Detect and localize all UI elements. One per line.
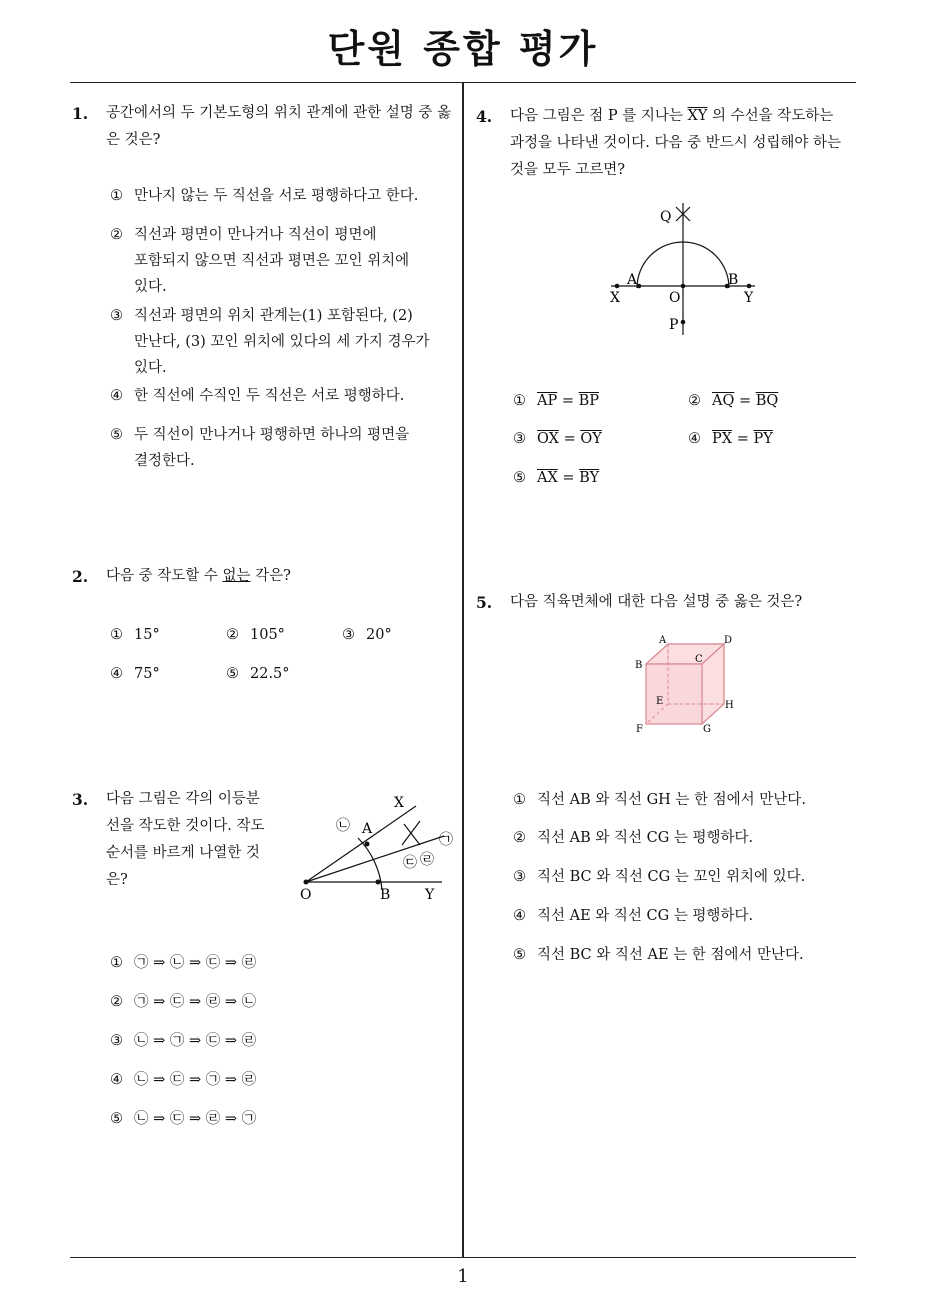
line-symbol: $\overline{XY}$	[687, 108, 708, 124]
perpendicular-figure	[605, 203, 765, 338]
cross-mark	[402, 821, 420, 845]
label-b: B	[728, 272, 739, 288]
vertex-f: F	[636, 724, 643, 735]
vertex-e: E	[656, 696, 664, 707]
column-divider	[462, 82, 464, 1258]
cuboid-front-face	[646, 664, 702, 724]
vertex-d: D	[724, 635, 733, 646]
q2-option-1[interactable]: ① 15°	[110, 627, 160, 643]
point-x	[615, 284, 620, 289]
q5-option-3[interactable]: ③ 직선 BC 와 직선 CG 는 꼬인 위치에 있다.	[513, 869, 806, 885]
q3-option-3[interactable]: ③ ㉡ ⇒ ㉠ ⇒ ㉢ ⇒ ㉣	[110, 1033, 257, 1049]
q2-option-2[interactable]: ② 105°	[226, 627, 285, 643]
q4-option-4[interactable]: ④ $\overline{PX} = \overline{PY}$	[688, 431, 773, 447]
q3-option-1[interactable]: ① ㉠ ⇒ ㉡ ⇒ ㉢ ⇒ ㉣	[110, 955, 257, 971]
angle-bisector-figure	[296, 790, 462, 905]
point-o	[304, 880, 309, 885]
label-y: Y	[425, 887, 435, 903]
vertex-g: G	[703, 724, 711, 735]
page-title: 단원 종합 평가	[327, 27, 599, 71]
cuboid-figure	[628, 632, 738, 737]
q2-option-4[interactable]: ④ 75°	[110, 666, 160, 682]
q5-option-5[interactable]: ⑤ 직선 BC 와 직선 AE 는 한 점에서 만난다.	[513, 947, 804, 963]
label-p: P	[669, 317, 679, 333]
question-number: 4.	[476, 107, 493, 126]
q2-option-5[interactable]: ⑤ 22.5°	[226, 666, 290, 682]
vertex-b: B	[635, 660, 643, 671]
label-step-4: ㉣	[420, 852, 434, 868]
q5-option-1[interactable]: ① 직선 AB 와 직선 GH 는 한 점에서 만난다.	[513, 792, 806, 808]
label-b: B	[380, 887, 391, 903]
page-number: 1	[457, 1266, 469, 1287]
q2-option-3[interactable]: ③ 20°	[342, 627, 392, 643]
q3-option-4[interactable]: ④ ㉡ ⇒ ㉢ ⇒ ㉠ ⇒ ㉣	[110, 1072, 257, 1088]
q5-option-2[interactable]: ② 직선 AB 와 직선 CG 는 평행하다.	[513, 830, 754, 846]
q1-option-1[interactable]: ① 만나지 않는 두 직선을 서로 평행하다고 한다.	[110, 188, 419, 204]
question-3	[72, 786, 292, 894]
label-o: O	[300, 887, 312, 903]
q3-option-5[interactable]: ⑤ ㉡ ⇒ ㉢ ⇒ ㉣ ⇒ ㉠	[110, 1111, 257, 1127]
label-a: A	[362, 821, 373, 837]
point-y	[747, 284, 752, 289]
q4-option-5[interactable]: ⑤ $\overline{AX} = \overline{BY}$	[513, 470, 600, 486]
vertex-a: A	[659, 635, 667, 646]
label-o: O	[669, 290, 681, 306]
q4-option-3[interactable]: ③ $\overline{OX} = \overline{OY}$	[513, 431, 602, 447]
question-text: 다음 그림은 점 P 를 지나는 $\overline{XY}$ 의 수선을 작도하는 과정을 나타낸 것이다. 다음 중 반드시 성립해야 하는 것을 모두 고르면?	[510, 108, 842, 178]
question-number: 1.	[72, 104, 89, 123]
label-q: Q	[660, 209, 672, 225]
label-x: X	[610, 290, 620, 306]
q1-option-2[interactable]: ② 직선과 평면이 만나거나 직선이 평면에 포함되지 않으면 직선과 평면은 꼬인 위치에 있다.	[110, 227, 410, 295]
bottom-rule	[70, 1257, 856, 1258]
question-text: 다음 중 작도할 수 없는 각은?	[106, 568, 291, 584]
ray-ox	[306, 806, 416, 882]
point-p	[681, 320, 686, 325]
q3-option-2[interactable]: ② ㉠ ⇒ ㉢ ⇒ ㉣ ⇒ ㉡	[110, 994, 257, 1010]
label-step-1: ㉠	[439, 832, 453, 848]
question-text: 다음 직육면체에 대한 다음 설명 중 옳은 것은?	[510, 594, 803, 610]
label-a: A	[627, 272, 638, 288]
q1-option-3[interactable]: ③ 직선과 평면의 위치 관계는(1) 포함된다, (2) 만난다, (3) 꼬인 위치에 있다의 세 가지 경우가 있다.	[110, 308, 430, 376]
q1-option-5[interactable]: ⑤ 두 직선이 만나거나 평행하면 하나의 평면을 결정한다.	[110, 427, 410, 469]
point-a	[637, 284, 642, 289]
point-o	[681, 284, 686, 289]
label-x: X	[394, 795, 404, 811]
q4-option-2[interactable]: ② $\overline{AQ} = \overline{BQ}$	[688, 393, 779, 409]
question-2	[72, 563, 458, 590]
label-step-2: ㉡	[336, 818, 350, 834]
question-text: 다음 그림은 각의 이등분 선을 작도한 것이다. 작도 순서를 바르게 나열한 것 은?	[106, 791, 265, 888]
q4-option-1[interactable]: ① $\overline{AP} = \overline{BP}$	[513, 393, 600, 409]
question-number: 3.	[72, 790, 89, 809]
vertex-c: C	[695, 654, 703, 665]
question-number: 5.	[476, 593, 493, 612]
underlined-word: 없는	[222, 568, 251, 584]
point-b	[376, 880, 381, 885]
q1-option-4[interactable]: ④ 한 직선에 수직인 두 직선은 서로 평행하다.	[110, 388, 405, 404]
vertex-h: H	[725, 700, 734, 711]
question-1	[72, 100, 458, 154]
point-a	[365, 842, 370, 847]
q5-option-4[interactable]: ④ 직선 AE 와 직선 CG 는 평행하다.	[513, 908, 754, 924]
question-text: 공간에서의 두 기본도형의 위치 관계에 관한 설명 중 옳은 것은?	[106, 105, 452, 148]
question-number: 2.	[72, 567, 89, 586]
label-y: Y	[744, 290, 754, 306]
question-5	[476, 589, 861, 616]
question-4	[476, 103, 861, 184]
label-step-3: ㉢	[403, 855, 417, 871]
